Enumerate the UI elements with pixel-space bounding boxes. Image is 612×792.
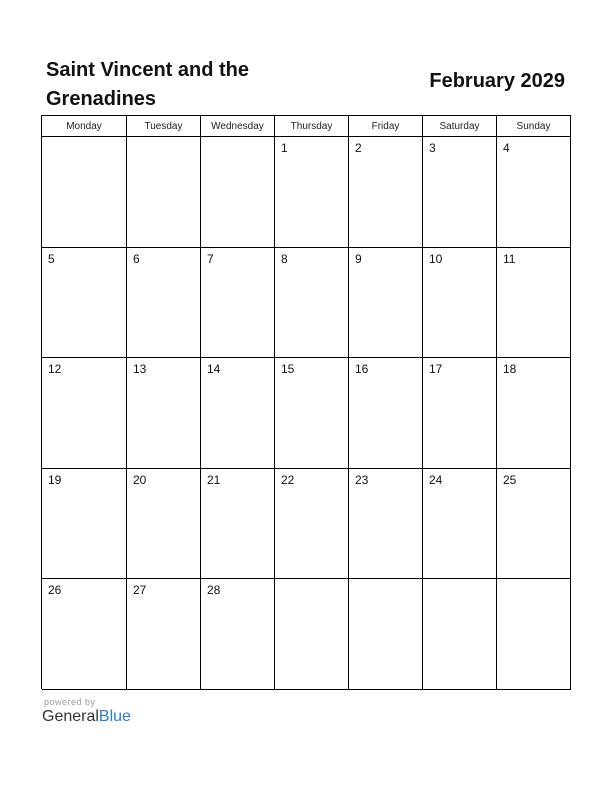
weekday-header-tuesday: Tuesday (127, 116, 201, 137)
weekday-header-monday: Monday (42, 116, 127, 137)
day-number: 24 (429, 472, 443, 487)
empty-day-cell (275, 579, 349, 690)
day-number: 11 (503, 251, 516, 266)
day-number: 28 (207, 583, 221, 598)
day-cell-22 (275, 469, 349, 580)
day-number: 27 (133, 583, 147, 598)
day-number: 6 (133, 251, 140, 266)
day-cell-23 (349, 469, 423, 580)
day-cell-20 (127, 469, 201, 580)
day-number: 7 (207, 251, 214, 266)
calendar-grid (41, 115, 571, 689)
empty-day-cell (127, 137, 201, 248)
day-cell-12 (42, 358, 127, 469)
day-cell-28 (201, 579, 275, 690)
weekday-header-wednesday: Wednesday (201, 116, 275, 137)
day-number: 1 (281, 141, 288, 155)
day-cell-17 (423, 358, 497, 469)
day-number: 2 (355, 141, 362, 155)
day-cell-13 (127, 358, 201, 469)
weekday-header-friday: Friday (349, 116, 423, 137)
day-number: 8 (281, 251, 288, 266)
day-cell-18 (497, 358, 571, 469)
empty-day-cell (42, 137, 127, 248)
weekday-header-sunday: Sunday (497, 116, 571, 137)
day-number: 10 (429, 251, 443, 266)
weekday-header-thursday: Thursday (275, 116, 349, 137)
day-number: 17 (429, 362, 443, 377)
empty-day-cell (201, 137, 275, 248)
day-cell-16 (349, 358, 423, 469)
day-cell-1 (275, 137, 349, 248)
day-number: 21 (207, 472, 221, 487)
day-cell-3 (423, 137, 497, 248)
day-cell-5 (42, 248, 127, 359)
empty-day-cell (349, 579, 423, 690)
day-number: 26 (48, 583, 62, 598)
day-cell-4 (497, 137, 571, 248)
day-cell-11 (497, 248, 571, 359)
month-title: February 2029 (429, 70, 565, 92)
day-number: 3 (429, 141, 436, 155)
day-cell-6 (127, 248, 201, 359)
empty-day-cell (423, 579, 497, 690)
day-number: 4 (503, 141, 510, 155)
logo-blue-text: Blue (98, 708, 131, 725)
powered-by-label: powered by (44, 697, 96, 707)
day-cell-25 (497, 469, 571, 580)
day-cell-7 (201, 248, 275, 359)
day-number: 22 (281, 472, 295, 487)
day-cell-10 (423, 248, 497, 359)
day-number: 25 (503, 472, 517, 487)
logo-general-text: General (42, 708, 99, 725)
day-cell-19 (42, 469, 127, 580)
day-cell-26 (42, 579, 127, 690)
day-cell-21 (201, 469, 275, 580)
day-cell-9 (349, 248, 423, 359)
day-cell-15 (275, 358, 349, 469)
day-number: 12 (48, 362, 62, 377)
day-number: 13 (133, 362, 147, 377)
day-cell-2 (349, 137, 423, 248)
day-cell-14 (201, 358, 275, 469)
day-number: 9 (355, 251, 362, 266)
day-number: 16 (355, 362, 369, 377)
day-number: 18 (503, 362, 517, 377)
day-number: 15 (281, 362, 295, 377)
weekday-header-saturday: Saturday (423, 116, 497, 137)
day-number: 23 (355, 472, 369, 487)
day-cell-8 (275, 248, 349, 359)
day-number: 5 (48, 251, 55, 266)
day-cell-24 (423, 469, 497, 580)
day-number: 19 (48, 472, 62, 487)
country-title: Saint Vincent and the Grenadines (46, 59, 249, 110)
day-cell-27 (127, 579, 201, 690)
day-number: 14 (207, 362, 221, 377)
generalblue-logo[interactable] (42, 708, 131, 726)
day-number: 20 (133, 472, 147, 487)
empty-day-cell (497, 579, 571, 690)
